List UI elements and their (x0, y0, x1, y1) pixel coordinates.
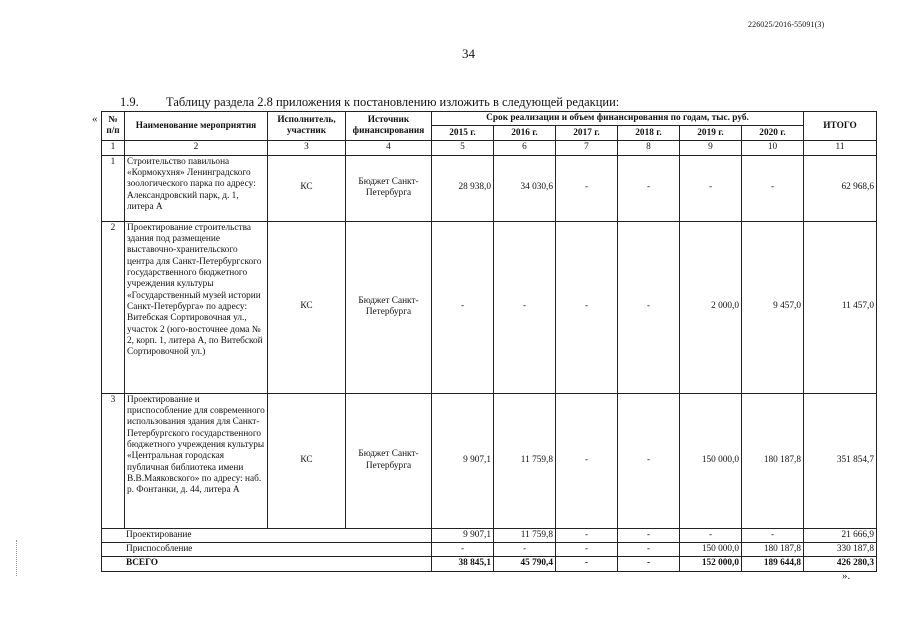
opening-quote: « (92, 113, 98, 125)
funding-source: Бюджет Санкт-Петербурга (346, 221, 432, 393)
executor: КС (268, 393, 346, 528)
closing-quote: ». (842, 570, 851, 582)
summary-value: 11 759,8 (494, 528, 556, 542)
executor: КС (268, 155, 346, 221)
summary-value: - (494, 542, 556, 556)
column-index-row (102, 141, 877, 155)
header-total: ИТОГО (804, 112, 877, 141)
index-cell: 4 (346, 141, 432, 155)
summary-value: 180 187,8 (742, 542, 804, 556)
activity-name: Строительство павильона «Кормокухня» Ленинградского зоологического парка по адресу: Александровский парк, д. 1, литера А (125, 155, 268, 221)
index-cell: 5 (432, 141, 494, 155)
header-period: Срок реализации и объем финансирования по годам, тыс. руб. (432, 112, 804, 126)
year-value: 9 907,1 (432, 393, 494, 528)
heading-text: Таблицу раздела 2.8 приложения к постановлению изложить в следующей редакции: (166, 95, 620, 109)
document-id: 226025/2016-55091(3) (748, 20, 825, 29)
heading-number: 1.9. (120, 95, 139, 109)
row-total: 11 457,0 (804, 221, 877, 393)
row-number: 1 (102, 155, 125, 221)
year-value: 34 030,6 (494, 155, 556, 221)
row-total: 62 968,6 (804, 155, 877, 221)
row-total: 351 854,7 (804, 393, 877, 528)
grand-total-value: 38 845,1 (432, 557, 494, 571)
activity-name: Проектирование и приспособление для современного использования здания для Санкт-Петербургского государственного бюджетного учреждения культуры «Центральная городская публичная библиотека имени В.В.Маяковского» по адресу: наб. р. Фонтанки, д. 44, литера А (125, 393, 268, 528)
year-value: - (742, 155, 804, 221)
year-value: 180 187,8 (742, 393, 804, 528)
header-year: 2020 г. (742, 126, 804, 141)
year-value: 11 759,8 (494, 393, 556, 528)
executor: КС (268, 221, 346, 393)
year-value: - (618, 393, 680, 528)
grand-total: 426 280,3 (804, 557, 877, 571)
header-source: Источник финансирования (346, 112, 432, 141)
grand-total-label: ВСЕГО (102, 557, 432, 571)
index-cell: 7 (556, 141, 618, 155)
year-value: 150 000,0 (680, 393, 742, 528)
financing-table (101, 111, 877, 572)
year-value: 28 938,0 (432, 155, 494, 221)
summary-total: 21 666,9 (804, 528, 877, 542)
index-cell: 3 (268, 141, 346, 155)
year-value: - (556, 155, 618, 221)
summary-value: - (556, 542, 618, 556)
table-row (102, 393, 877, 528)
header-year: 2017 г. (556, 126, 618, 141)
index-cell: 9 (680, 141, 742, 155)
summary-total: 330 187,8 (804, 542, 877, 556)
summary-value: - (618, 528, 680, 542)
header-executor: Исполнитель, участник (268, 112, 346, 141)
index-cell: 2 (125, 141, 268, 155)
header-year: 2015 г. (432, 126, 494, 141)
header-year: 2019 г. (680, 126, 742, 141)
funding-source: Бюджет Санкт-Петербурга (346, 155, 432, 221)
year-value: - (680, 155, 742, 221)
summary-value: - (618, 542, 680, 556)
year-value: - (556, 221, 618, 393)
summary-value: - (742, 528, 804, 542)
header-year: 2016 г. (494, 126, 556, 141)
funding-source: Бюджет Санкт-Петербурга (346, 393, 432, 528)
summary-label: Проектирование (102, 528, 432, 542)
year-value: 9 457,0 (742, 221, 804, 393)
year-value: - (556, 393, 618, 528)
summary-value: - (432, 542, 494, 556)
grand-total-value: 189 644,8 (742, 557, 804, 571)
summary-value: - (680, 528, 742, 542)
index-cell: 1 (102, 141, 125, 155)
summary-value: 150 000,0 (680, 542, 742, 556)
year-value: - (618, 221, 680, 393)
row-number: 2 (102, 221, 125, 393)
summary-row-design (102, 528, 877, 542)
grand-total-value: - (556, 557, 618, 571)
header-number: № п/п (102, 112, 125, 141)
summary-value: 9 907,1 (432, 528, 494, 542)
activity-name: Проектирование строительства здания под размещение выставочно-хранительского центра для Санкт-Петербургского государственного бюджетного учреждения культуры «Государственный музей истории Санкт-Петербурга» по адресу: Витебская Сортировочная ул., участок 2 (юго-восточнее дома № 2, корп. 1, литера А, по Витебской Сортировочной ул.) (125, 221, 268, 393)
margin-mark (16, 540, 21, 576)
year-value: - (618, 155, 680, 221)
index-cell: 6 (494, 141, 556, 155)
index-cell: 11 (804, 141, 877, 155)
grand-total-value: - (618, 557, 680, 571)
summary-row-adaptation (102, 542, 877, 556)
summary-value: - (556, 528, 618, 542)
year-value: 2 000,0 (680, 221, 742, 393)
section-heading (120, 95, 619, 110)
header-name: Наименование мероприятия (125, 112, 268, 141)
header-year: 2018 г. (618, 126, 680, 141)
grand-total-value: 152 000,0 (680, 557, 742, 571)
row-number: 3 (102, 393, 125, 528)
year-value: - (432, 221, 494, 393)
summary-label: Приспособление (102, 542, 432, 556)
grand-total-value: 45 790,4 (494, 557, 556, 571)
table-row (102, 155, 877, 221)
summary-row-total (102, 557, 877, 571)
table-row (102, 221, 877, 393)
index-cell: 10 (742, 141, 804, 155)
page-number: 34 (462, 46, 475, 61)
index-cell: 8 (618, 141, 680, 155)
year-value: - (494, 221, 556, 393)
